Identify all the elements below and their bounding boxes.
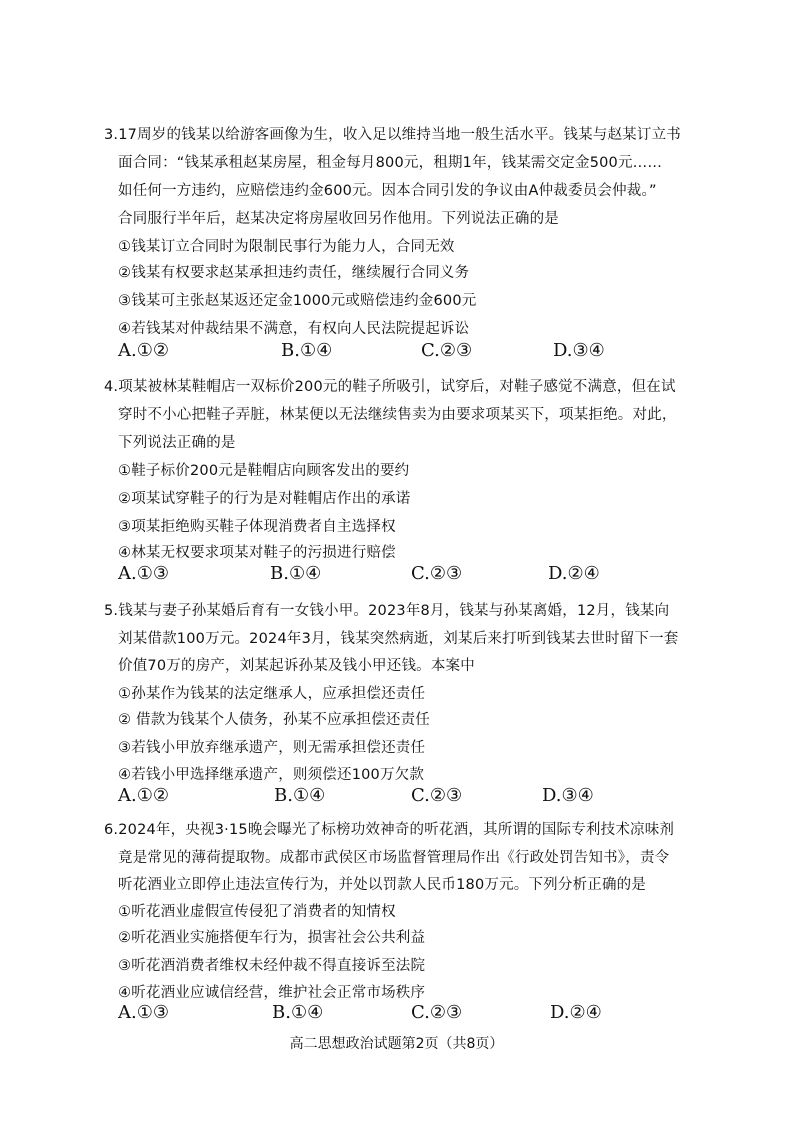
answer-options	[0, 340, 793, 364]
statement-item: ②钱某有权要求赵某承担违约责任，继续履行合同义务	[118, 265, 470, 281]
statement-item: ①听花酒业虚假宣传侵犯了消费者的知情权	[118, 904, 396, 920]
answer-options	[0, 563, 793, 587]
option-b[interactable]: B.①④	[274, 785, 326, 806]
statement-item: ①孙某作为钱某的法定继承人，应承担偿还责任	[118, 686, 426, 702]
question-stem-line: 刘某借款100万元。2024年3月，钱某突然病逝，刘某后来打听到钱某去世时留下一套	[118, 631, 679, 647]
question-stem-line: 如任何一方违约，应赔偿违约金600元。因本合同引发的争议由A仲裁委员会仲裁。”	[118, 183, 657, 199]
option-a[interactable]: A.①③	[118, 1002, 169, 1023]
option-a[interactable]: A.①②	[118, 785, 169, 806]
statement-item: ②项某试穿鞋子的行为是对鞋帽店作出的承诺	[118, 491, 411, 507]
answer-options	[0, 785, 793, 809]
option-c[interactable]: C.②③	[421, 340, 473, 361]
statement-item: ④听花酒业应诚信经营，维护社会正常市场秩序	[118, 985, 426, 1001]
statement-item: ② 借款为钱某个人债务，孙某不应承担偿还责任	[118, 712, 431, 728]
question-stem-line: 竟是常见的薄荷提取物。成都市武侯区市场监督管理局作出《行政处罚告知书》，责令	[118, 850, 670, 866]
statement-item: ④林某无权要求项某对鞋子的污损进行赔偿	[118, 545, 396, 561]
option-a[interactable]: A.①③	[118, 563, 169, 584]
option-d[interactable]: D.③④	[553, 340, 605, 361]
option-c[interactable]: C.②③	[411, 563, 463, 584]
statement-item: ①鞋子标价200元是鞋帽店向顾客发出的要约	[118, 463, 410, 479]
option-d[interactable]: D.②④	[550, 1002, 602, 1023]
question-stem-line: 6.2024年，央视3·15晚会曝光了标榜功效神奇的听花酒，其所谓的国际专利技术凉味剂	[104, 822, 675, 838]
statement-item: ①钱某订立合同时为限制民事行为能力人，合同无效	[118, 239, 455, 255]
question-stem-line: 下列说法正确的是	[118, 435, 236, 451]
option-c[interactable]: C.②③	[411, 785, 463, 806]
statement-item: ③若钱小甲放弃继承遗产，则无需承担偿还责任	[118, 740, 426, 756]
statement-item: ③听花酒消费者维权未经仲裁不得直接诉至法院	[118, 958, 426, 974]
answer-options	[0, 1002, 793, 1026]
option-d[interactable]: D.③④	[542, 785, 594, 806]
statement-item: ③项某拒绝购买鞋子体现消费者自主选择权	[118, 519, 396, 535]
question-stem-line: 价值70万的房产，刘某起诉孙某及钱小甲还钱。本案中	[118, 658, 475, 674]
question-stem-line: 5.钱某与妻子孙某婚后育有一女钱小甲。2023年8月，钱某与孙某离婚，12月，钱某向	[104, 603, 670, 619]
option-c[interactable]: C.②③	[411, 1002, 463, 1023]
option-b[interactable]: B.①④	[281, 340, 333, 361]
option-b[interactable]: B.①④	[270, 563, 322, 584]
statement-item: ④若钱小甲选择继承遗产，则须偿还100万欠款	[118, 767, 425, 783]
question-stem-line: 合同服行半年后，赵某决定将房屋收回另作他用。下列说法正确的是	[118, 211, 559, 227]
statement-item: ②听花酒业实施搭便车行为，损害社会公共利益	[118, 930, 426, 946]
question-stem-line: 穿时不小心把鞋子弄脏，林某便以无法继续售卖为由要求项某买下，项某拒绝。对此，	[118, 407, 677, 423]
question-stem-line: 听花酒业立即停止违法宣传行为，并处以罚款人民币180万元。下列分析正确的是	[118, 877, 647, 893]
option-a[interactable]: A.①②	[118, 340, 169, 361]
option-d[interactable]: D.②④	[548, 563, 600, 584]
question-stem-line: 面合同：“钱某承租赵某房屋，租金每月800元，租期1年，钱某需交定金500元……	[118, 155, 663, 171]
statement-item: ④若钱某对仲裁结果不满意，有权向人民法院提起诉讼	[118, 321, 470, 337]
question-stem-line: 3.17周岁的钱某以给游客画像为生，收入足以维持当地一般生活水平。钱某与赵某订立书	[104, 127, 681, 143]
question-stem-line: 4.项某被林某鞋帽店一双标价200元的鞋子所吸引，试穿后，对鞋子感觉不满意，但在试	[104, 379, 676, 395]
statement-item: ③钱某可主张赵某返还定金1000元或赔偿违约金600元	[118, 293, 477, 309]
page-footer: 高二思想政治试题第2页（共8页）	[289, 1036, 504, 1052]
option-b[interactable]: B.①④	[272, 1002, 324, 1023]
